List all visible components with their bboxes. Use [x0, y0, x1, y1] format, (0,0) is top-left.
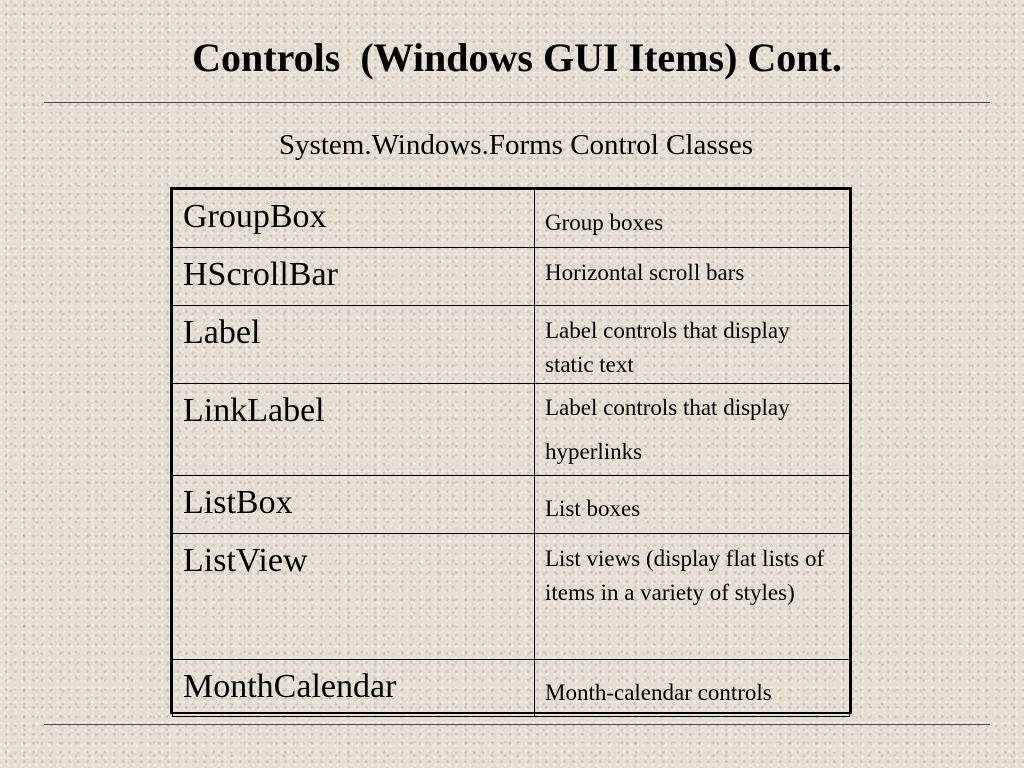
class-name-cell: HScrollBar — [173, 248, 535, 306]
table-row — [173, 306, 850, 384]
bottom-divider — [44, 724, 990, 725]
class-description-cell: Horizontal scroll bars — [535, 248, 850, 306]
table-row — [173, 476, 850, 534]
top-divider — [44, 102, 990, 103]
table-row — [173, 660, 850, 717]
control-classes-table — [170, 187, 852, 714]
class-name-cell: ListView — [173, 534, 535, 660]
slide-subtitle: System.Windows.Forms Control Classes — [278, 129, 754, 161]
table-row — [173, 384, 850, 476]
class-name-cell: MonthCalendar — [173, 660, 535, 717]
table-row — [173, 190, 850, 248]
table-row — [173, 534, 850, 660]
class-description-cell: Month-calendar controls — [535, 660, 850, 717]
class-description-cell: List boxes — [535, 476, 850, 534]
class-description-cell: List views (display flat lists of items in a variety of styles) — [535, 534, 850, 660]
table-row — [173, 248, 850, 306]
class-name-cell: ListBox — [173, 476, 535, 534]
slide-title: Controls (Windows GUI Items) Cont. — [192, 35, 842, 80]
class-description-cell: Group boxes — [535, 190, 850, 248]
class-description-cell: Label controls that display static text — [535, 306, 850, 384]
class-name-cell: Label — [173, 306, 535, 384]
class-description-cell: Label controls that display hyperlinks — [535, 384, 850, 476]
class-name-cell: LinkLabel — [173, 384, 535, 476]
class-name-cell: GroupBox — [173, 190, 535, 248]
